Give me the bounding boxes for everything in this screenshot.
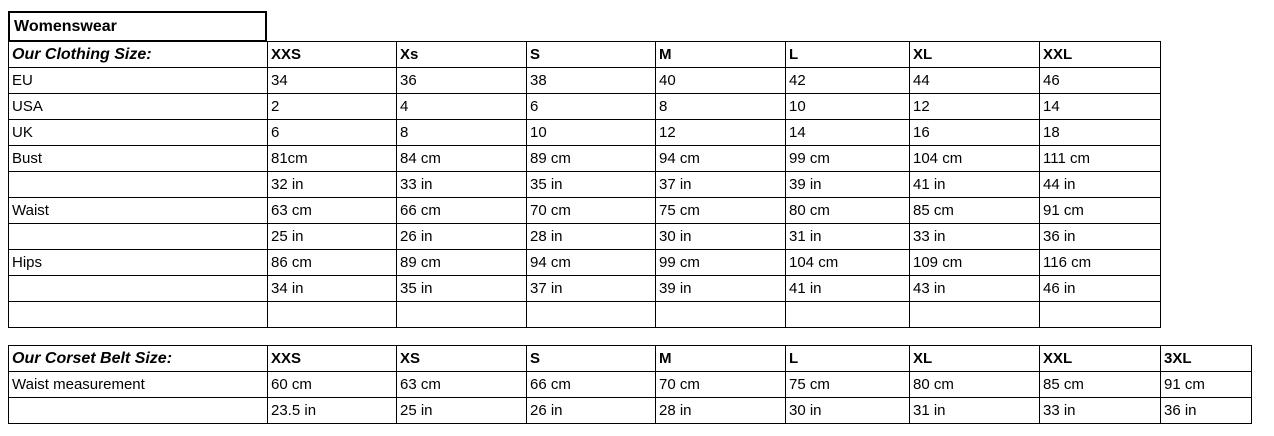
table-cell: 41 in <box>910 172 1040 198</box>
table-cell: 10 <box>527 120 656 146</box>
size-header-cell: S <box>527 42 656 68</box>
row-label <box>9 276 268 302</box>
table-row <box>9 250 1161 276</box>
page-title: Womenswear <box>8 11 267 42</box>
table-cell: 41 in <box>786 276 910 302</box>
table-row <box>9 398 1252 424</box>
table-row <box>9 372 1252 398</box>
size-header-cell: L <box>786 42 910 68</box>
size-header-cell: XS <box>397 346 527 372</box>
size-header-cell: 3XL <box>1161 346 1252 372</box>
table-cell: 66 cm <box>527 372 656 398</box>
table-cell: 36 <box>397 68 527 94</box>
table-row <box>9 94 1161 120</box>
header-row <box>9 346 1252 372</box>
table-cell: 25 in <box>397 398 527 424</box>
size-header-cell: M <box>656 42 786 68</box>
table-cell <box>1040 302 1161 328</box>
table-cell: 28 in <box>527 224 656 250</box>
table-row <box>9 276 1161 302</box>
row-label <box>9 172 268 198</box>
table-row <box>9 172 1161 198</box>
table-row <box>9 302 1161 328</box>
table-cell <box>910 302 1040 328</box>
row-label: Hips <box>9 250 268 276</box>
size-header-cell: S <box>527 346 656 372</box>
header-label: Our Corset Belt Size: <box>9 346 268 372</box>
table-cell: 33 in <box>397 172 527 198</box>
table-cell: 37 in <box>656 172 786 198</box>
header-label: Our Clothing Size: <box>9 42 268 68</box>
table-cell <box>527 302 656 328</box>
table-cell: 111 cm <box>1040 146 1161 172</box>
table-cell: 42 <box>786 68 910 94</box>
table-cell: 34 in <box>268 276 397 302</box>
table-cell: 2 <box>268 94 397 120</box>
table-cell: 25 in <box>268 224 397 250</box>
table-cell: 80 cm <box>786 198 910 224</box>
table-cell: 40 <box>656 68 786 94</box>
table-cell: 66 cm <box>397 198 527 224</box>
table-cell: 18 <box>1040 120 1161 146</box>
table-cell: 89 cm <box>397 250 527 276</box>
row-label: USA <box>9 94 268 120</box>
size-header-cell: Xs <box>397 42 527 68</box>
table-cell: 91 cm <box>1040 198 1161 224</box>
size-header-cell: XXS <box>268 42 397 68</box>
table-cell: 33 in <box>1040 398 1161 424</box>
table-cell <box>268 302 397 328</box>
table-cell: 94 cm <box>527 250 656 276</box>
size-header-cell: XXL <box>1040 42 1161 68</box>
size-header-cell: XXL <box>1040 346 1161 372</box>
size-header-cell: L <box>786 346 910 372</box>
table-cell: 14 <box>786 120 910 146</box>
table-cell: 35 in <box>397 276 527 302</box>
table-cell: 30 in <box>656 224 786 250</box>
table-cell: 99 cm <box>656 250 786 276</box>
table-cell: 30 in <box>786 398 910 424</box>
table-cell: 75 cm <box>656 198 786 224</box>
table-cell: 32 in <box>268 172 397 198</box>
table-cell: 44 <box>910 68 1040 94</box>
table-cell: 16 <box>910 120 1040 146</box>
table-cell: 14 <box>1040 94 1161 120</box>
row-label: Waist <box>9 198 268 224</box>
table-cell: 86 cm <box>268 250 397 276</box>
table-cell: 85 cm <box>910 198 1040 224</box>
table-cell: 63 cm <box>397 372 527 398</box>
size-header-cell: M <box>656 346 786 372</box>
table-cell: 6 <box>268 120 397 146</box>
table-cell: 28 in <box>656 398 786 424</box>
clothing-size-table <box>8 41 1161 328</box>
table-cell: 104 cm <box>786 250 910 276</box>
table-cell: 99 cm <box>786 146 910 172</box>
table-cell: 4 <box>397 94 527 120</box>
table-cell: 37 in <box>527 276 656 302</box>
table-cell: 35 in <box>527 172 656 198</box>
row-label: EU <box>9 68 268 94</box>
table-cell: 12 <box>656 120 786 146</box>
table-row <box>9 198 1161 224</box>
table-cell: 116 cm <box>1040 250 1161 276</box>
table-cell: 39 in <box>786 172 910 198</box>
size-header-cell: XXS <box>268 346 397 372</box>
table-cell: 8 <box>656 94 786 120</box>
table-cell: 26 in <box>527 398 656 424</box>
table-cell: 75 cm <box>786 372 910 398</box>
row-label: UK <box>9 120 268 146</box>
table-row <box>9 120 1161 146</box>
table-cell: 70 cm <box>527 198 656 224</box>
table-cell: 109 cm <box>910 250 1040 276</box>
row-label <box>9 224 268 250</box>
table-cell: 43 in <box>910 276 1040 302</box>
table-cell: 44 in <box>1040 172 1161 198</box>
table-cell: 91 cm <box>1161 372 1252 398</box>
table-cell: 23.5 in <box>268 398 397 424</box>
corset-size-table <box>8 345 1252 424</box>
header-row <box>9 42 1161 68</box>
row-label: Bust <box>9 146 268 172</box>
table-cell: 10 <box>786 94 910 120</box>
table-cell: 6 <box>527 94 656 120</box>
table-row <box>9 146 1161 172</box>
table-cell: 34 <box>268 68 397 94</box>
table-cell: 104 cm <box>910 146 1040 172</box>
table-cell: 26 in <box>397 224 527 250</box>
table-cell: 38 <box>527 68 656 94</box>
table-cell <box>397 302 527 328</box>
row-label <box>9 398 268 424</box>
table-cell: 89 cm <box>527 146 656 172</box>
table-cell: 31 in <box>910 398 1040 424</box>
table-cell: 33 in <box>910 224 1040 250</box>
table-cell: 36 in <box>1040 224 1161 250</box>
size-header-cell: XL <box>910 42 1040 68</box>
table-cell: 39 in <box>656 276 786 302</box>
table-cell: 12 <box>910 94 1040 120</box>
table-cell: 84 cm <box>397 146 527 172</box>
table-cell: 63 cm <box>268 198 397 224</box>
table-cell: 36 in <box>1161 398 1252 424</box>
table-cell: 80 cm <box>910 372 1040 398</box>
table-cell: 8 <box>397 120 527 146</box>
table-cell: 70 cm <box>656 372 786 398</box>
table-cell <box>786 302 910 328</box>
row-label: Waist measurement <box>9 372 268 398</box>
table-cell: 85 cm <box>1040 372 1161 398</box>
table-cell: 94 cm <box>656 146 786 172</box>
table-cell: 46 <box>1040 68 1161 94</box>
table-row <box>9 68 1161 94</box>
table-cell: 46 in <box>1040 276 1161 302</box>
size-header-cell: XL <box>910 346 1040 372</box>
table-cell: 81cm <box>268 146 397 172</box>
table-cell: 31 in <box>786 224 910 250</box>
table-cell <box>656 302 786 328</box>
table-row <box>9 224 1161 250</box>
row-label <box>9 302 268 328</box>
table-cell: 60 cm <box>268 372 397 398</box>
